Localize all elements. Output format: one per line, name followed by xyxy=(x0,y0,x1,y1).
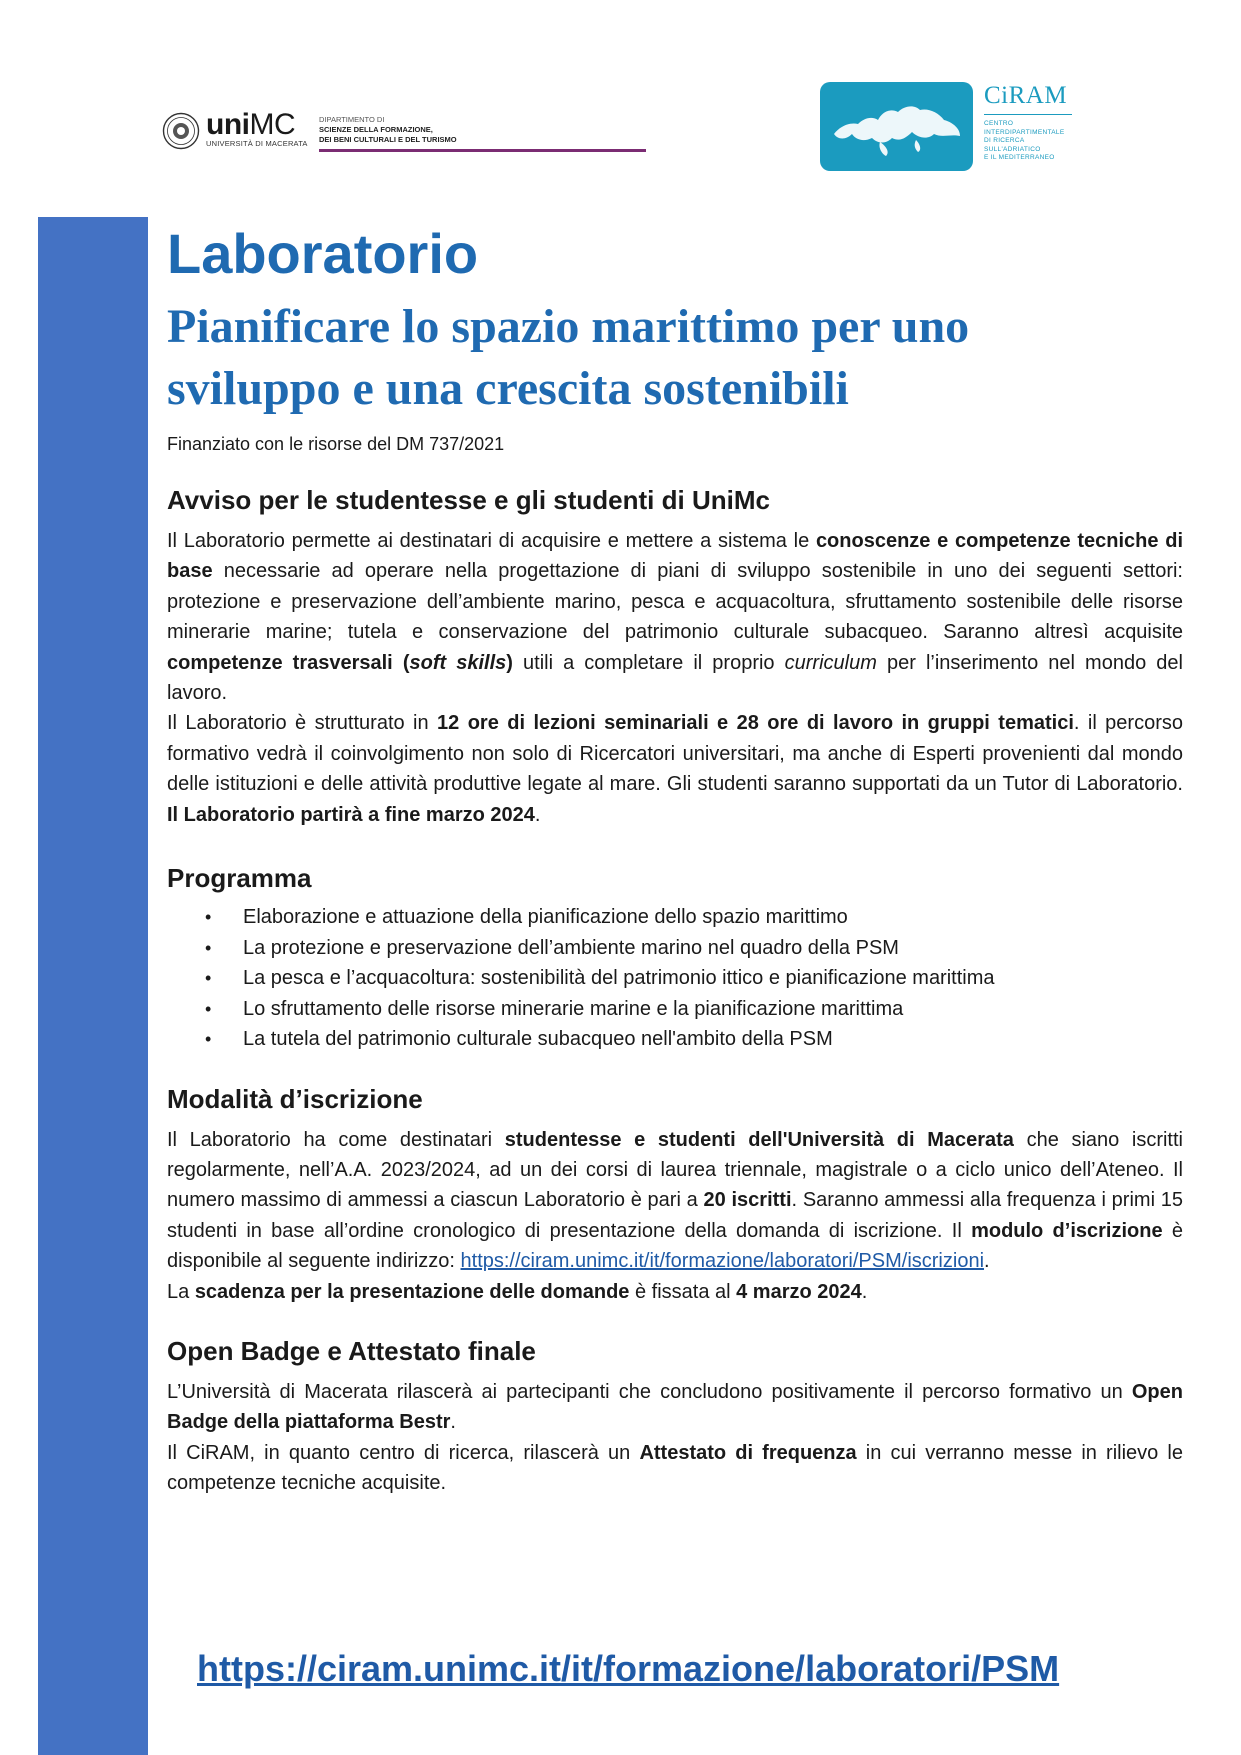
list-item: • La pesca e l’acquacoltura: sostenibilità del patrimonio ittico e pianificazione marittima xyxy=(167,963,1183,994)
list-item: • Elaborazione e attuazione della pianificazione dello spazio marittimo xyxy=(167,902,1183,933)
unimc-wordmark: uniMC xyxy=(206,108,296,141)
open-badge-paragraph-2: Il CiRAM, in quanto centro di ricerca, rilascerà un Attestato di frequenza in cui verranno messe in rilievo le competenze tecniche acquisite. xyxy=(167,1441,1183,1495)
programma-heading: Programma xyxy=(167,863,312,894)
department-rule xyxy=(319,149,646,152)
unimc-subtitle: UNIVERSITÀ DI MACERATA xyxy=(206,139,308,148)
ciram-name: CiRAM xyxy=(984,82,1068,109)
open-badge-paragraph-1: L’Università di Macerata rilascerà ai partecipanti che concludono positivamente il percorso formativo un Open Badge della piattaforma Bestr. xyxy=(167,1381,1183,1434)
modalita-paragraph-2: La scadenza per la presentazione delle domande è fissata al 4 marzo 2024. xyxy=(167,1280,868,1303)
footer-psm-link[interactable]: https://ciram.unimc.it/it/formazione/laboratori/PSM xyxy=(197,1648,1060,1689)
mediterranean-map-icon xyxy=(820,82,973,171)
section-open-badge xyxy=(167,1335,1183,1499)
section-modalita xyxy=(167,1083,1183,1307)
programma-list xyxy=(167,902,1183,1055)
page-title: Laboratorio xyxy=(167,222,479,285)
modalita-paragraph-1: Il Laboratorio ha come destinatari studentesse e studenti dell'Università di Macerata che siano iscritti regolarmente, nell’A.A. 2023/2024, ad un dei corsi di laurea triennale, magistrale o a ciclo unico dell’Ateneo. Il numero massimo di ammessi a ciascun Laboratorio è pari a 20 iscritti. Saranno ammessi alla frequenza i primi 15 studenti in base all’ordine cronologico di presentazione della domanda di iscrizione. Il modulo d’iscrizione è disponibile al seguente indirizzo: https://ciram.unimc.it/it/formazione/laboratori/PSM/iscrizioni. xyxy=(167,1128,1183,1273)
university-seal-icon xyxy=(162,112,200,150)
list-item: • La protezione e preservazione dell’ambiente marino nel quadro della PSM xyxy=(167,933,1183,964)
modalita-heading: Modalità d’iscrizione xyxy=(167,1083,423,1114)
section-programma xyxy=(167,862,1183,1055)
ciram-rule xyxy=(984,114,1072,115)
funding-note: Finanziato con le risorse del DM 737/2021 xyxy=(167,434,505,454)
page-subtitle: Pianificare lo spazio marittimo per uno sviluppo e una crescita sostenibili xyxy=(167,300,970,415)
avviso-paragraph-2: Il Laboratorio è strutturato in 12 ore di lezioni seminariali e 28 ore di lavoro in gruppi tematici. il percorso formativo vedrà il coinvolgimento non solo di Ricercatori universitari, ma anche di Esperti provenienti dal mondo delle istituzioni e delle attività produttive legate al mare. Gli studenti saranno supportati da un Tutor di Laboratorio. Il Laboratorio partirà a fine marzo 2024. xyxy=(167,712,1183,826)
document-body xyxy=(167,222,1183,1499)
avviso-heading: Avviso per le studentesse e gli studenti di UniMc xyxy=(167,485,770,515)
list-item: • Lo sfruttamento delle risorse minerarie marine e la pianificazione marittima xyxy=(167,994,1183,1025)
list-item: • La tutela del patrimonio culturale subacqueo nell'ambito della PSM xyxy=(167,1024,1183,1055)
open-badge-heading: Open Badge e Attestato finale xyxy=(167,1336,536,1366)
avviso-paragraph-1: Il Laboratorio permette ai destinatari di acquisire e mettere a sistema le conoscenze e competenze tecniche di base necessarie ad operare nella progettazione di piani di sviluppo sostenibile in uno dei seguenti settori: protezione e preservazione dell’ambiente marino, pesca e acquacoltura, sfruttamento sostenibile delle risorse minerarie marine; tutela e conservazione del patrimonio culturale subacqueo. Saranno altresì acquisite competenze trasversali (soft skills) utili a completare il proprio curriculum per l’inserimento nel mondo del lavoro. xyxy=(167,530,1183,705)
department-name: DIPARTIMENTO DI SCIENZE DELLA FORMAZIONE, DEI BENI CULTURALI E DEL TURISMO xyxy=(319,115,457,144)
left-color-band xyxy=(38,217,148,1755)
section-avviso xyxy=(167,484,1183,830)
iscrizioni-link[interactable]: https://ciram.unimc.it/it/formazione/laboratori/PSM/iscrizioni xyxy=(460,1250,985,1273)
ciram-description: CENTRO INTERDIPARTIMENTALE DI RICERCA SULL'ADRIATICO E IL MEDITERRANEO xyxy=(984,120,1065,161)
